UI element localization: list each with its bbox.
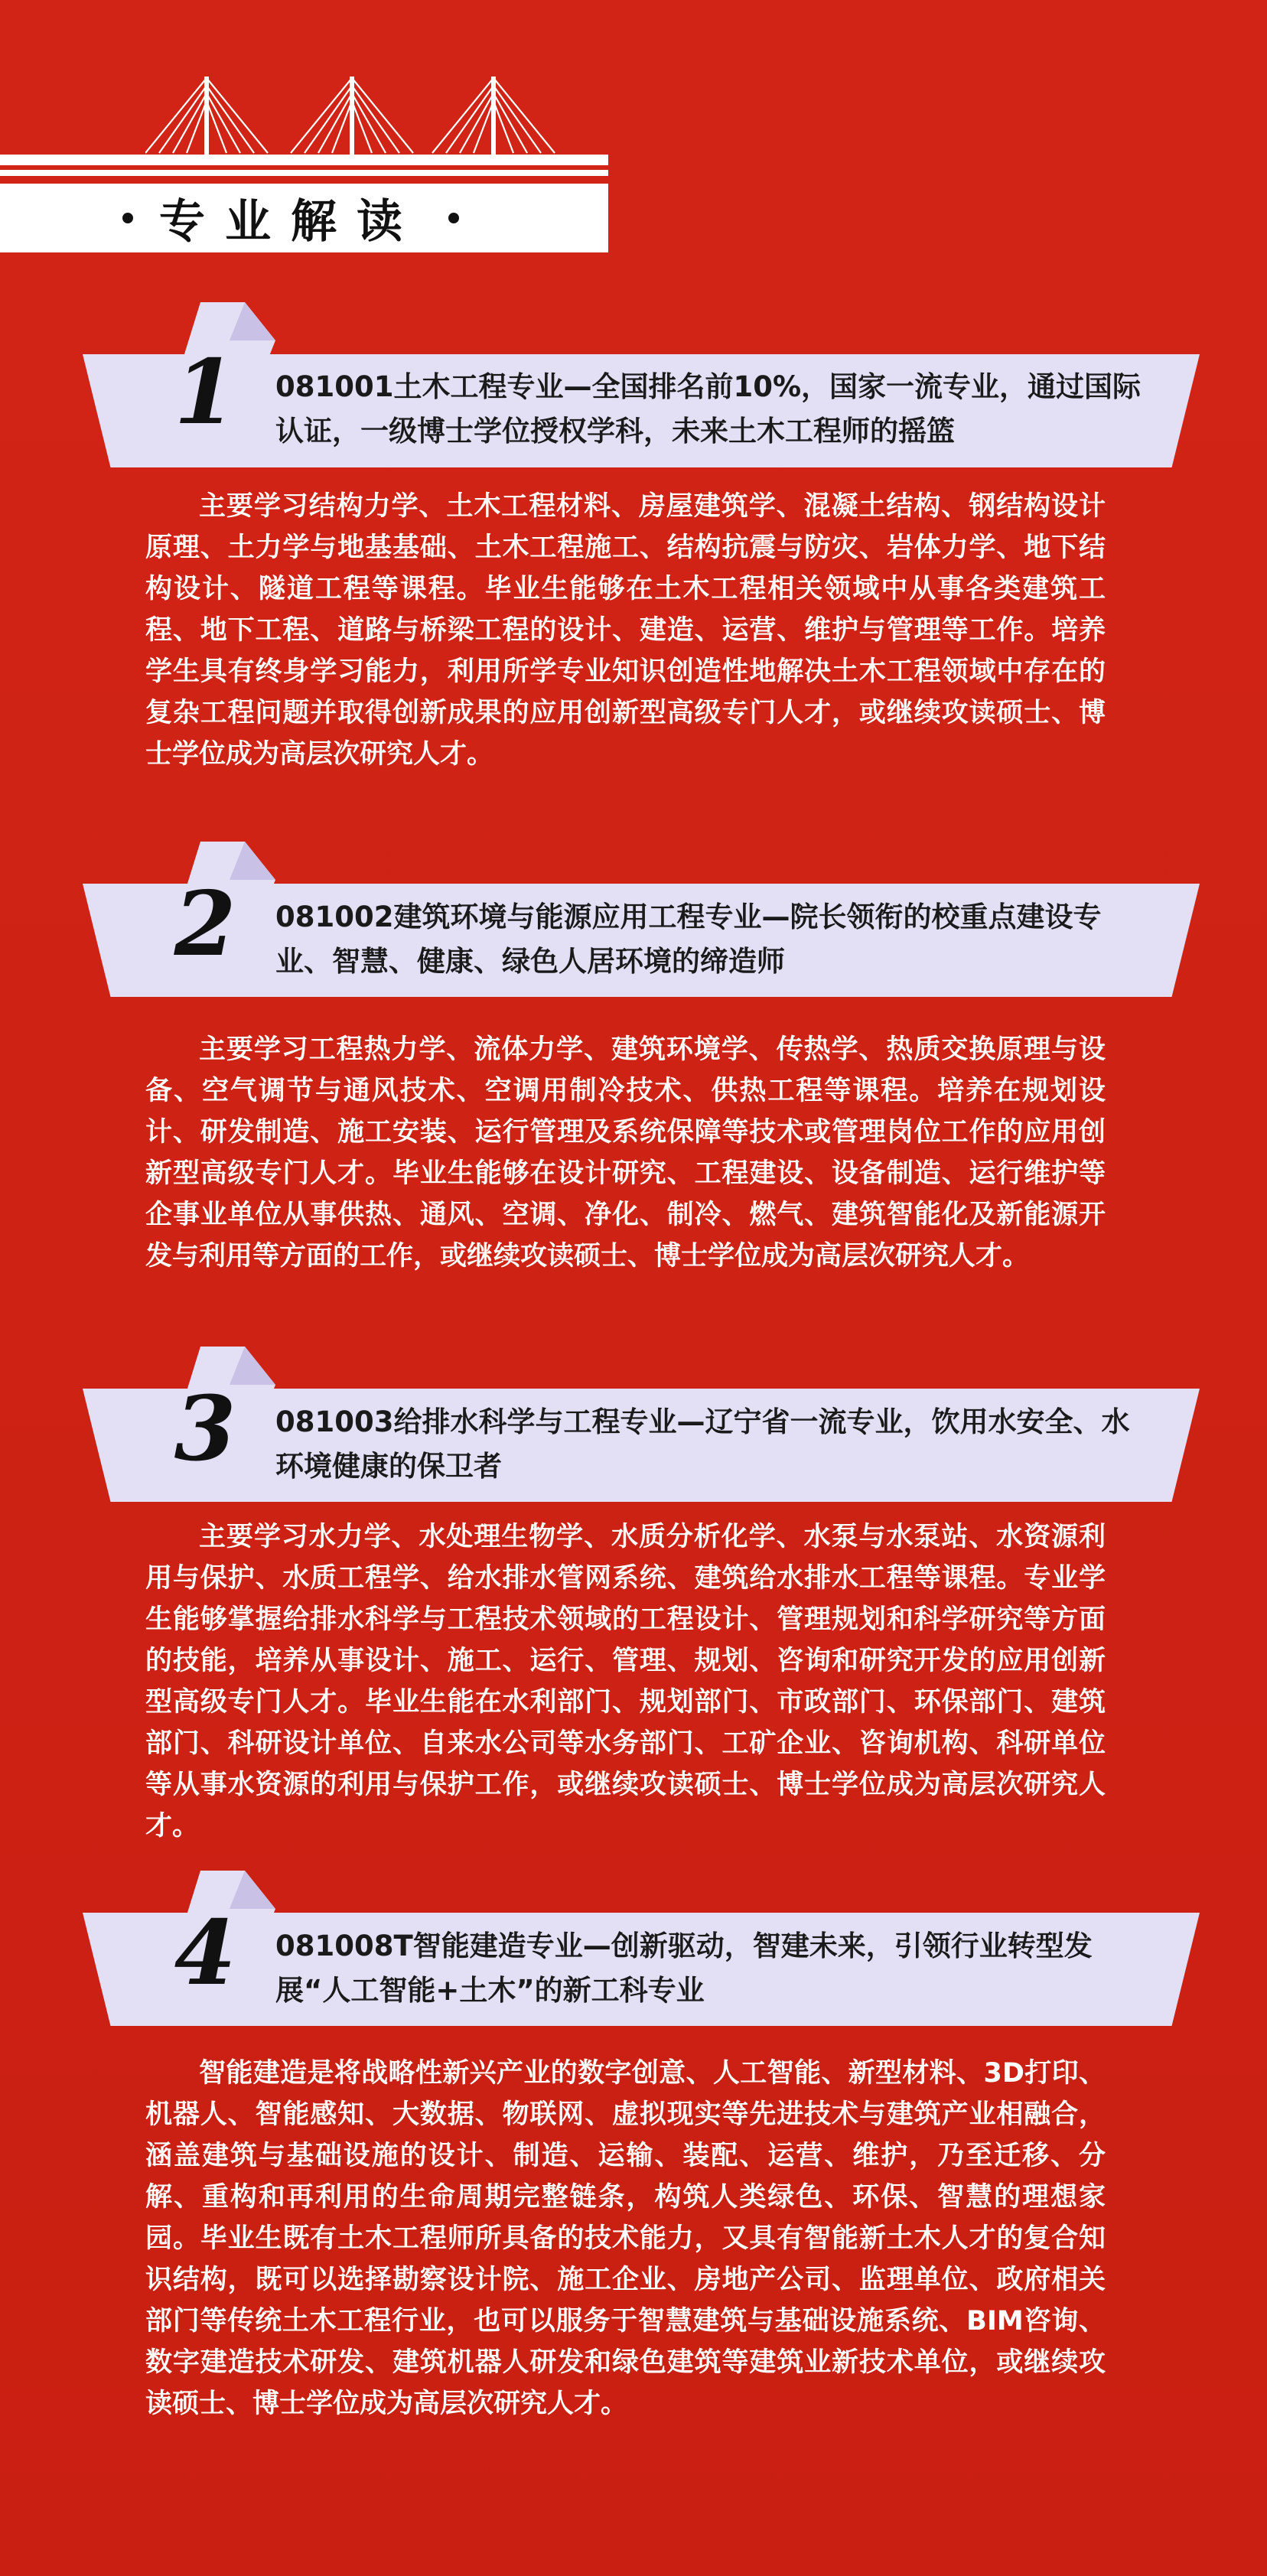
bridge-icon <box>145 69 574 161</box>
header-stripe <box>0 155 608 165</box>
section-title: 081001土木工程专业—全国排名前10%，国家一流专业，通过国际认证，一级博士学位授权学科，未来土木工程师的摇篮 <box>275 370 1142 448</box>
bullet-dot-icon <box>122 213 133 223</box>
page-header <box>0 69 612 252</box>
section-title: 081003给排水科学与工程专业—辽宁省一流专业，饮用水安全、水环境健康的保卫者 <box>275 1405 1130 1483</box>
section-description: 主要学习工程热力学、流体力学、建筑环境学、传热学、热质交换原理与设备、空气调节与通风技术、空调用制冷技术、供热工程等课程。培养在规划设计、研发制造、施工安装、运行管理及系统保障等技术或管理岗位工作的应用创新型高级专门人才。毕业生能够在设计研究、工程建设、设备制造、运行维护等企事业单位从事供热、通风、空调、净化、制冷、燃气、建筑智能化及新能源开发与利用等方面的工作，或继续攻读硕士、博士学位成为高层次研究人才。 <box>145 1034 1106 1272</box>
bullet-dot-icon <box>448 213 459 223</box>
section-number: 2 <box>174 872 236 976</box>
section-number: 3 <box>174 1377 236 1481</box>
header-title-row <box>122 184 459 252</box>
page-title: 专业解读 <box>159 195 422 249</box>
section-title: 081008T智能建造专业—创新驱动，智建未来，引领行业转型发展“人工智能+土木”的新工科专业 <box>275 1930 1093 2007</box>
section-title: 081002建筑环境与能源应用工程专业—院长领衔的校重点建设专业、智慧、健康、绿色人居环境的缔造师 <box>275 900 1102 978</box>
section-number: 1 <box>174 340 236 445</box>
section-description: 智能建造是将战略性新兴产业的数字创意、人工智能、新型材料、3D打印、机器人、智能感知、大数据、物联网、虚拟现实等先进技术与建筑产业相融合，涵盖建筑与基础设施的设计、制造、运输、装配、运营、维护，乃至迁移、分解、重构和再利用的生命周期完整链条，构筑人类绿色、环保、智慧的理想家园。毕业生既有土木工程师所具备的技术能力，又具有智能新土木人才的复合知识结构，既可以选择勘察设计院、施工企业、房地产公司、监理单位、政府相关部门等传统土木工程行业，也可以服务于智慧建筑与基础设施系统、BIM咨询、数字建造技术研发、建筑机器人研发和绿色建筑等建筑业新技术单位，或继续攻读硕士、博士学位成为高层次研究人才。 <box>145 2058 1106 2419</box>
header-stripe-thin <box>0 170 608 176</box>
section-description: 主要学习水力学、水处理生物学、水质分析化学、水泵与水泵站、水资源利用与保护、水质工程学、给水排水管网系统、建筑给水排水工程等课程。专业学生能够掌握给排水科学与工程技术领域的工程设计、管理规划和科学研究等方面的技能，培养从事设计、施工、运行、管理、规划、咨询和研究开发的应用创新型高级专门人才。毕业生能在水利部门、规划部门、市政部门、环保部门、建筑部门、科研设计单位、自来水公司等水务部门、工矿企业、咨询机构、科研单位等从事水资源的利用与保护工作，或继续攻读硕士、博士学位成为高层次研究人才。 <box>145 1522 1106 1842</box>
section-number: 4 <box>174 1901 236 2005</box>
section-description: 主要学习结构力学、土木工程材料、房屋建筑学、混凝土结构、钢结构设计原理、土力学与地基基础、土木工程施工、结构抗震与防灾、岩体力学、地下结构设计、隧道工程等课程。毕业生能够在土木工程相关领域中从事各类建筑工程、地下工程、道路与桥梁工程的设计、建造、运营、维护与管理等工作。培养学生具有终身学习能力，利用所学专业知识创造性地解决土木工程领域中存在的复杂工程问题并取得创新成果的应用创新型高级专门人才，或继续攻读硕士、博士学位成为高层次研究人才。 <box>145 491 1106 770</box>
